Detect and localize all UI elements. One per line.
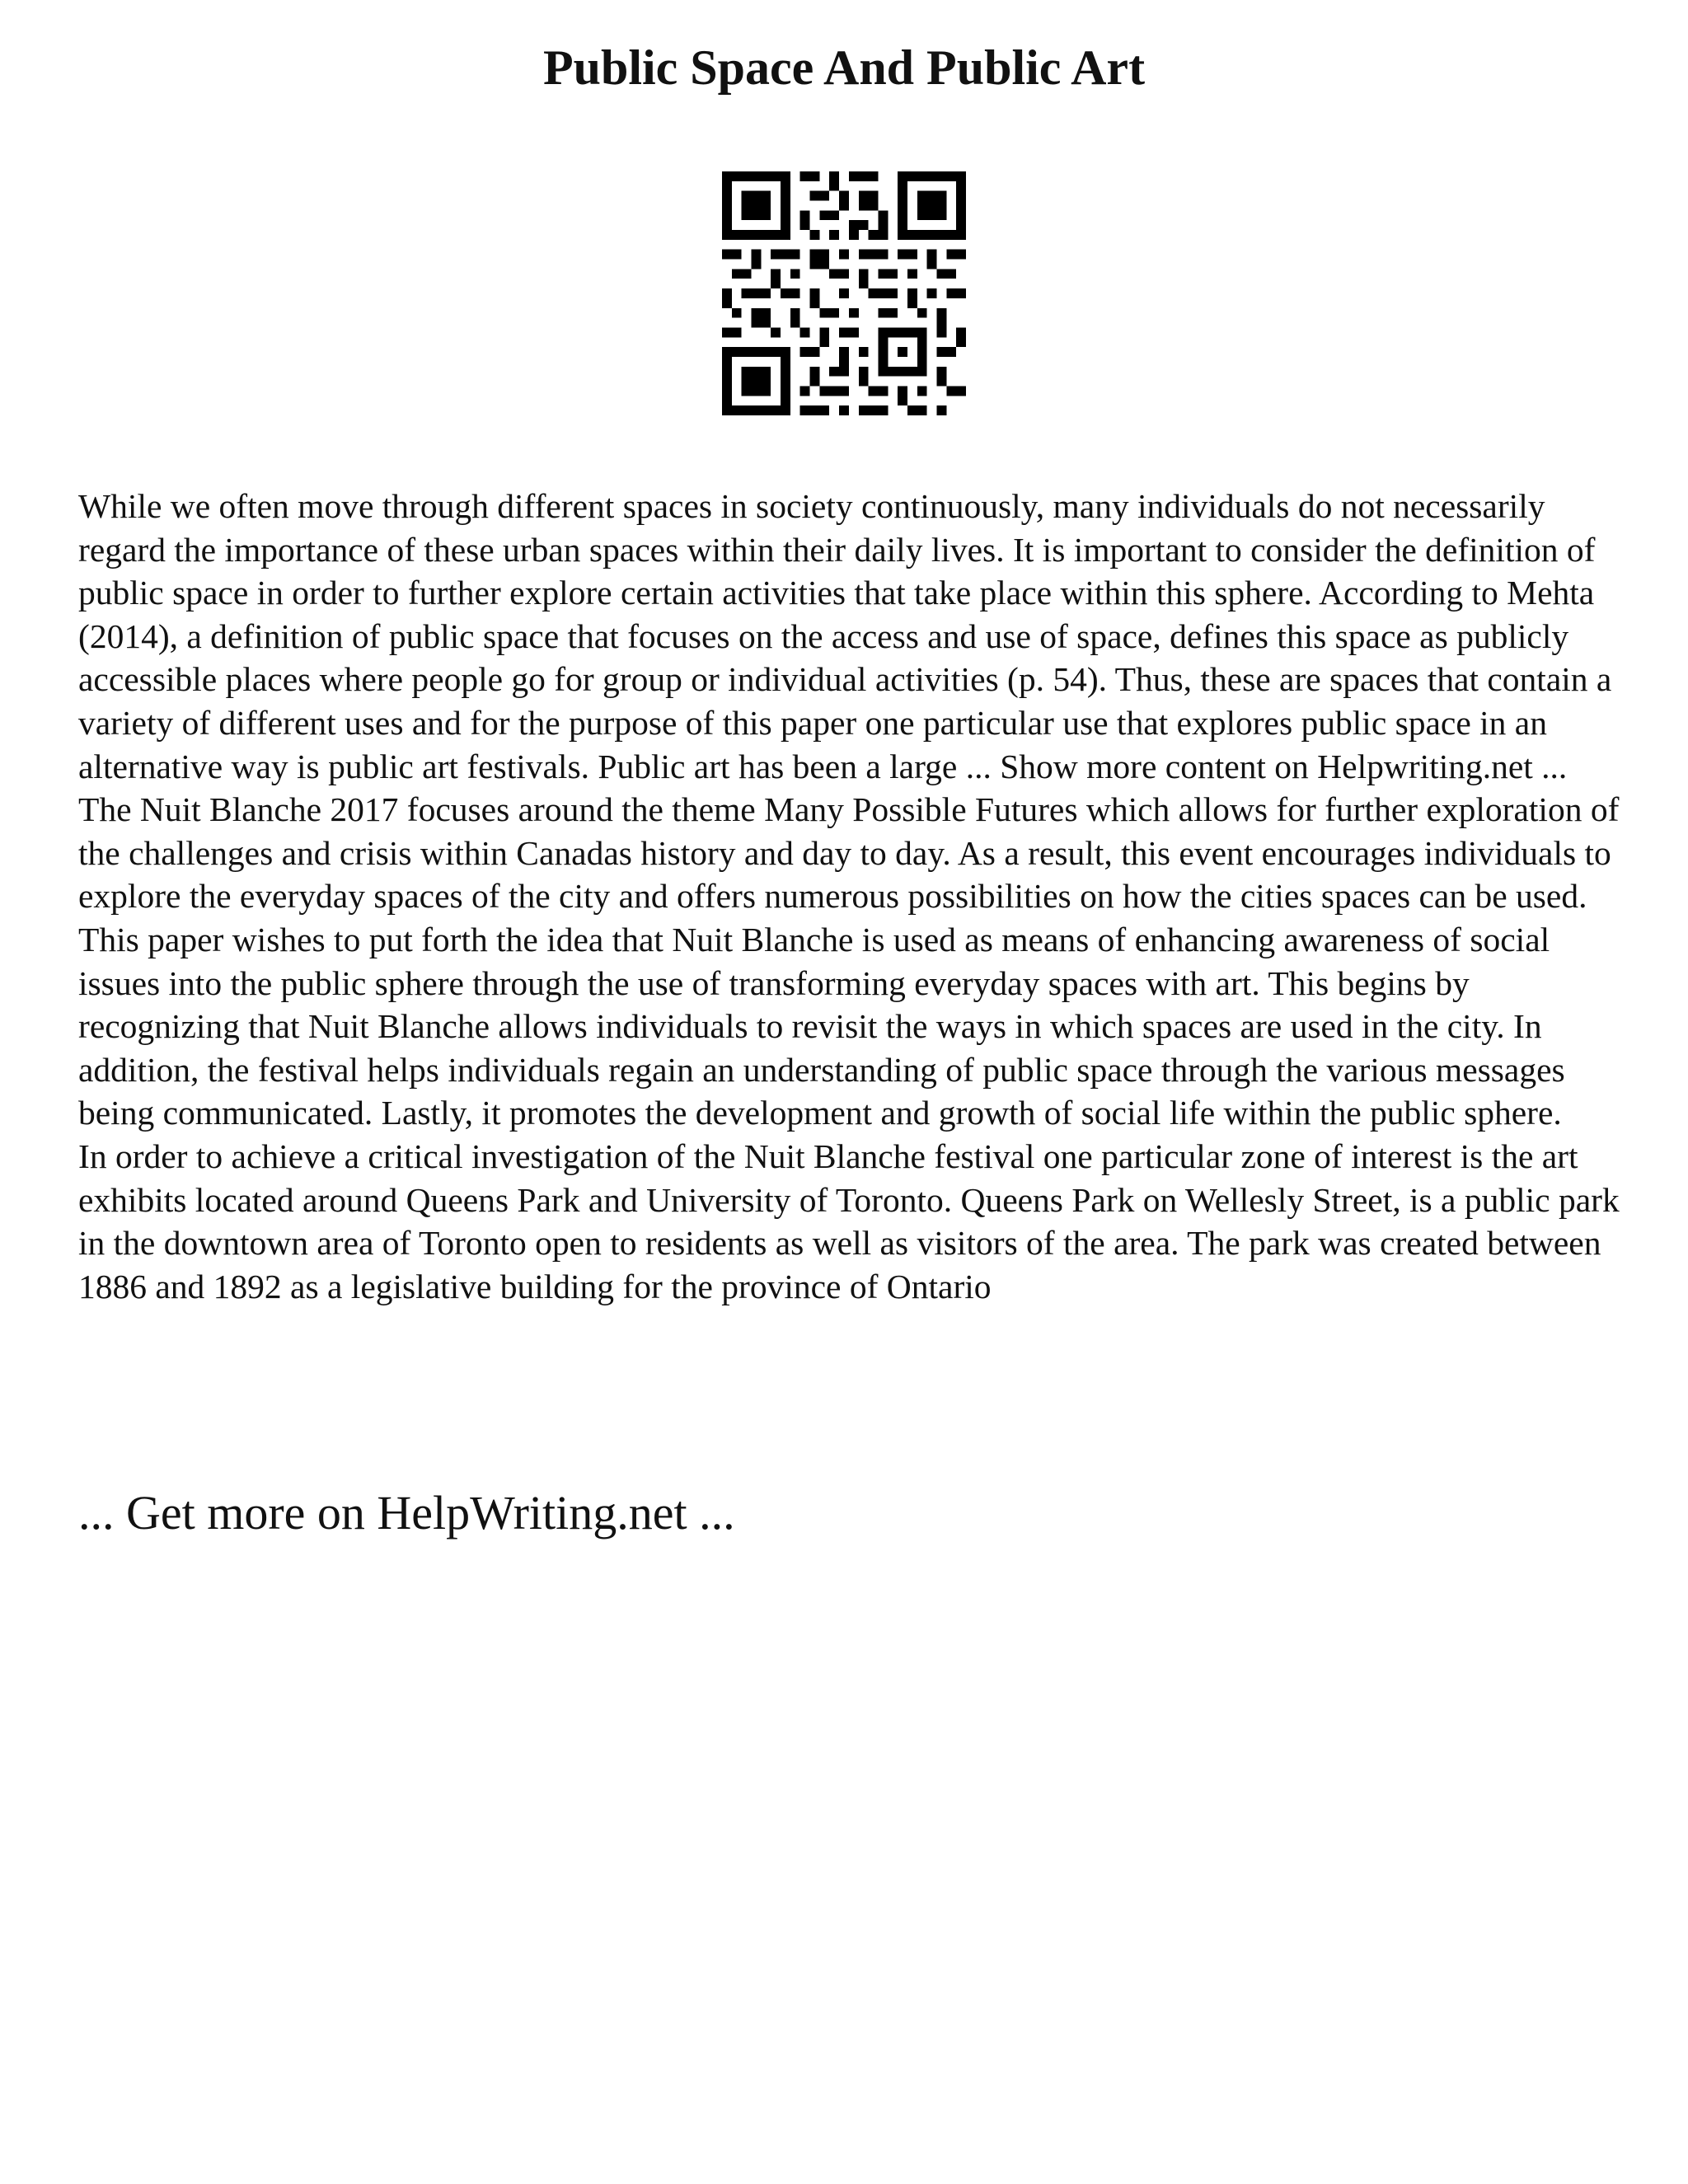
paragraph-2: The Nuit Blanche 2017 focuses around the theme Many Possible Futures which allows for further exploration of the challenges and crisis within Canadas history and day to day. As a result, this event encourages individuals to explore the everyday spaces of the city and offers numerous possibilities on how the cities spaces can be used. This paper wishes to put forth the idea that Nuit Blanche is used as means of enhancing awareness of social issues into the public sphere through the use of transforming everyday spaces with art. This begins by recognizing that Nuit Blanche allows individuals to revisit the ways in which spaces are used in the city. In addition, the festival helps individuals regain an understanding of public space through the various messages being communicated. Lastly, it promotes the development and growth of social life within the public sphere. — [78, 790, 1620, 1132]
article-body — [78, 485, 1628, 1308]
page-title: Public Space And Public Art — [542, 40, 1146, 95]
paragraph-3: In order to achieve a critical investigation of the Nuit Blanche festival one particular zone of interest is the art exhibits located around Queens Park and University of Toronto. Queens Park on Wellesly Street, is a public park in the downtown area of Toronto open to residents as well as visitors of the area. The park was created between 1886 and 1892 as a legislative building for the province of Ontario — [78, 1137, 1620, 1305]
qr-code-icon — [722, 171, 966, 415]
get-more-link[interactable]: ... Get more on HelpWriting.net ... — [78, 1486, 735, 1540]
paragraph-1: While we often move through different spaces in society continuously, many individuals do not necessarily regard the importance of these urban spaces within their daily lives. It is important to consider the definition of public space in order to further explore certain activities that take place within this sphere. According to Mehta (2014), a definition of public space that focuses on the access and use of space, defines this space as publicly accessible places where people go for group or individual activities (p. 54). Thus, these are spaces that contain a variety of different uses and for the purpose of this paper one particular use that explores public space in an alternative way is public art festivals. Public art has been a large ... Show more content on Helpwriting.net ... — [78, 487, 1612, 785]
